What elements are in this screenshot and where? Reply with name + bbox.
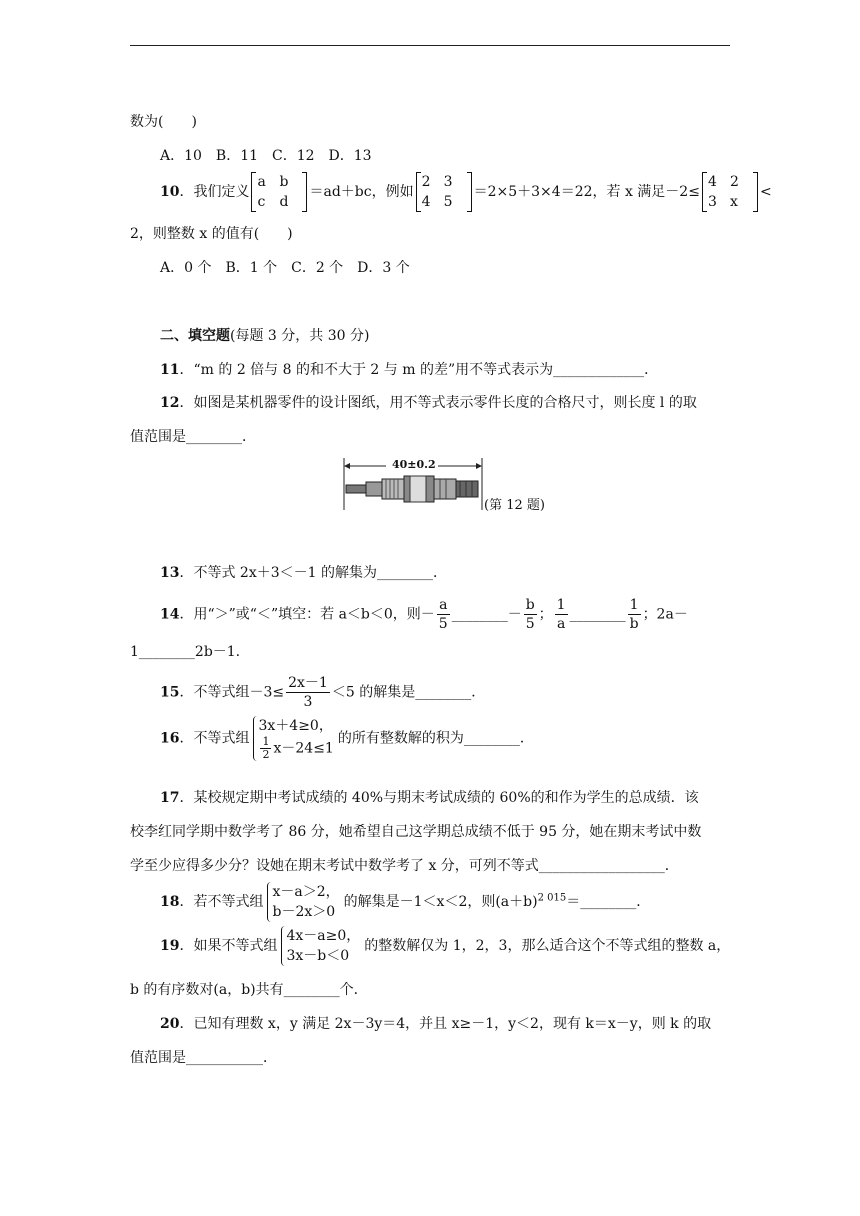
q17-line3: 学至少应得多少分？设她在期末考试中数学考了 x 分，可列不等式__________________． [130,858,679,874]
fraction-a-5: $\frac{a}{5}$ [438,597,448,632]
q12-line1: 12．如图是某机器零件的设计图纸，用不等式表示零件长度的合格尺寸，则长度 l 的取 [160,395,697,411]
q17-line2: 校李红同学期中数学考了 86 分，她希望自己这学期总成绩不低于 95 分，她在期末考试中数 [130,824,702,840]
q14-line1: 14．用“＞”或“＜”填空：若 a＜b＜0，则－ $\frac{a}{5}$ ________－ $\frac{b}{5}$ ； $\frac{1}{a}$ ________ $\frac{1}{b}$ ；2a－ [160,597,688,632]
q13: 13．不等式 2x＋3＜－1 的解集为________． [160,565,448,581]
q17-line1: 17．某校规定期中考试成绩的 40%与期末考试成绩的 60%的和作为学生的总成绩．该 [160,790,699,806]
q10-matrix-1: a b c d [251,172,307,212]
q19-line2: b 的有序数对(a，b)共有________个． [130,982,368,998]
q10-options: A．0 个 B．1 个 C．2 个 D．3 个 [160,260,410,276]
q18: 18．若不等式组 x－a＞2， b－2x＞0 的解集是－1＜x＜2，则$(a+b)^{2 015}=\_\_\_\_\_\_\_\_$． [160,884,651,920]
dimension-label: 40±0.2 [392,458,436,471]
fraction-1-b: $\frac{1}{b}$ [629,597,639,632]
q9-options: A．10 B．11 C．12 D．13 [160,148,372,164]
machine-part-figure [340,458,484,518]
header-rule [130,45,730,46]
q12-line2: 值范围是________． [130,429,256,445]
fraction-b-5: $\frac{b}{5}$ [525,597,535,632]
q10-line1: 10．我们定义 a b c d ＝ad＋bc，例如 2 3 4 5 ＝2×5＋3×4＝22，若 x 满足－2≤ 4 2 3 x < [160,174,772,210]
q10-line2: 2，则整数 x 的值有( ) [130,226,293,242]
q9-tail: 数为( ) [130,114,197,130]
q20-line2: 值范围是___________． [130,1050,277,1066]
q14-line2: 1________2b－1. [130,644,241,660]
q10-number: 10 [160,184,180,200]
inequality-system-16: 3x＋4≥0， $\frac{1}{2}$ x－24≤1 [253,716,333,761]
figure-caption: (第 12 题) [484,498,545,513]
q20-line1: 20．已知有理数 x，y 满足 2x－3y＝4，并且 x≥－1，y＜2，现有 k＝x－y，则 k 的取 [160,1016,712,1032]
q10-matrix-2: 2 3 4 5 [416,172,472,212]
q11: 11．“m 的 2 倍与 8 的和不大于 2 与 m 的差”用不等式表示为_____________． [160,362,659,378]
inequality-system-18: x－a＞2， b－2x＞0 [267,882,339,922]
q19-line1: 19．如果不等式组 4x－a≥0， 3x－b＜0 的整数解仅为 1，2，3，那么适合这个不等式组的整数 a， [160,928,731,964]
inequality-system-19: 4x－a≥0， 3x－b＜0 [281,926,360,966]
fraction-2x-1-over-3: $\frac{2x-1}{3}$ [288,675,328,710]
q15: 15．不等式组－3≤ $\frac{2x-1}{3}$ ＜5 的解集是________． [160,675,486,710]
section-title: 二、填空题(每题 3 分，共 30 分) [160,328,370,344]
fraction-1-a: $\frac{1}{a}$ [556,597,566,632]
q10-matrix-3: 4 2 3 x [702,172,758,212]
q16: 16．不等式组 3x＋4≥0， $\frac{1}{2}$ x－24≤1 的所有整数解的积为________． [160,718,534,761]
